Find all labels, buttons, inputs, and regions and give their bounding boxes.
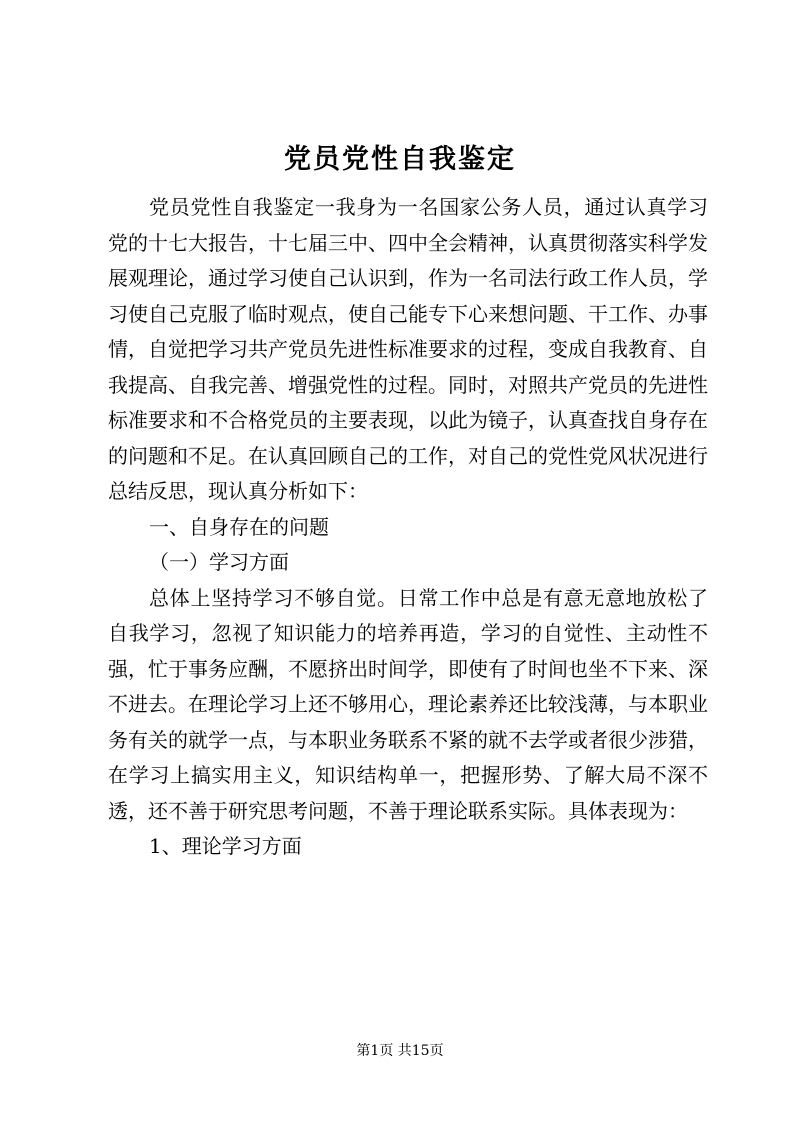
item-heading: 1、理论学习方面	[149, 834, 302, 858]
document-body	[108, 190, 708, 865]
study-paragraph: 总体上坚持学习不够自觉。日常工作中总是有意无意地放松了自我学习，忽视了知识能力的培养再造，学习的自觉性、主动性不强，忙于事务应酬，不愿挤出时间学，即使有了时间也坐不下来、深不进去。在理论学习上还不够用心，理论素养还比较浅薄，与本职业务有关的就学一点，与本职业务联系不紧的就不去学或者很少涉猎，在学习上搞实用主义，知识结构单一，把握形势、了解大局不深不透，还不善于研究思考问题，不善于理论联系实际。具体表现为：	[108, 585, 708, 823]
page-number: 第1页 共15页	[356, 1043, 444, 1059]
intro-paragraph: 党员党性自我鉴定一我身为一名国家公务人员，通过认真学习党的十七大报告，十七届三中、四中全会精神，认真贯彻落实科学发展观理论，通过学习使自己认识到，作为一名司法行政工作人员，学习使自己克服了临时观点，使自己能专下心来想问题、干工作、办事情，自觉把学习共产党员先进性标准要求的过程，变成自我教育、自我提高、自我完善、增强党性的过程。同时，对照共产党员的先进性标准要求和不合格党员的主要表现，以此为镜子，认真查找自身存在的问题和不足。在认真回顾自己的工作，对自己的党性党风状况进行总结反思，现认真分析如下：	[108, 195, 708, 503]
section-heading: 一、自身存在的问题	[149, 514, 329, 539]
document-title: 党员党性自我鉴定	[284, 144, 516, 175]
subsection-heading: （一）学习方面	[149, 550, 289, 574]
